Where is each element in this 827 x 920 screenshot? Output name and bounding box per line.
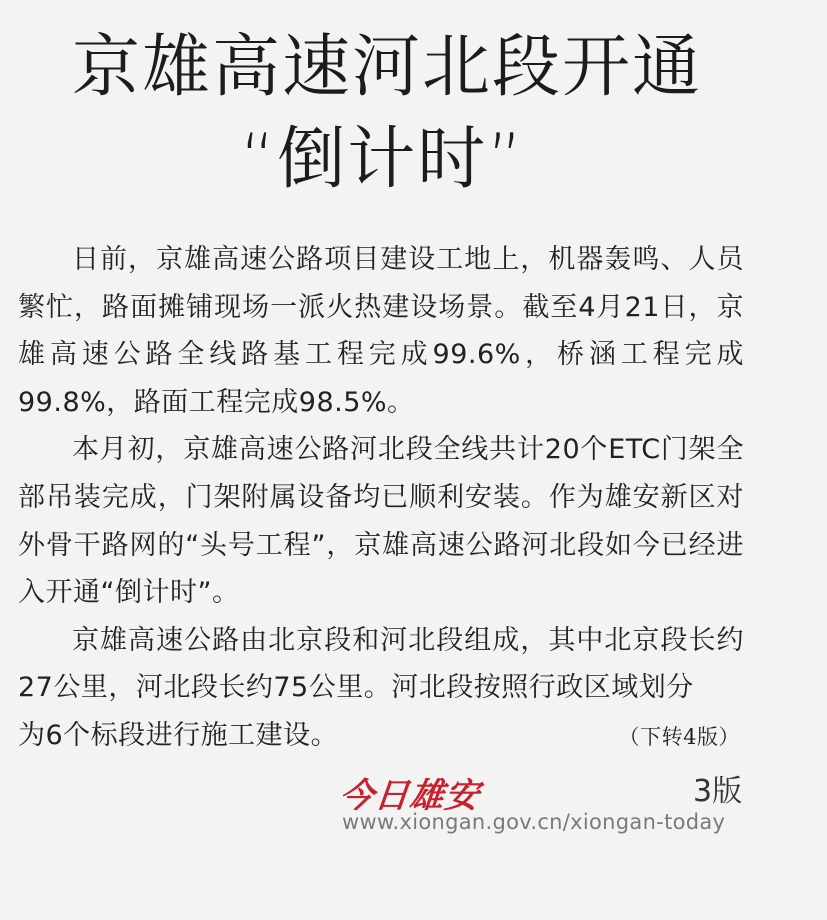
article-body — [18, 236, 744, 762]
article-paragraph-1: 日前，京雄高速公路项目建设工地上，机器轰鸣、人员繁忙，路面摊铺现场一派火热建设场景。截至4月21日，京雄高速公路全线路基工程完成99.6%，桥涵工程完成99.8%，路面工程完成98.5%。 — [18, 244, 744, 418]
page-number: 3版 — [693, 774, 743, 809]
article-last-line — [18, 712, 744, 762]
continued-note: （下转4版） — [618, 724, 740, 749]
article-last-line-text: 为6个标段进行施工建设。 — [18, 719, 339, 751]
site-url: www.xiongan.gov.cn/xiongan-today — [342, 810, 726, 834]
brand-logo-text: 今日雄安 — [337, 776, 482, 816]
headline-line-2: “倒计时” — [240, 120, 525, 199]
headline-line-1: 京雄高速河北段开通 — [72, 28, 703, 107]
article-paragraph-3: 京雄高速公路由北京段和河北段组成，其中北京段长约27公里，河北段长约75公里。河北段按照行政区域划分 — [18, 624, 744, 704]
article-paragraph-2: 本月初，京雄高速公路河北段全线共计20个ETC门架全部吊装完成，门架附属设备均已顺利安装。作为雄安新区对外骨干路网的“头号工程”，京雄高速公路河北段如今已经进入开通“倒计时”。 — [18, 434, 744, 609]
